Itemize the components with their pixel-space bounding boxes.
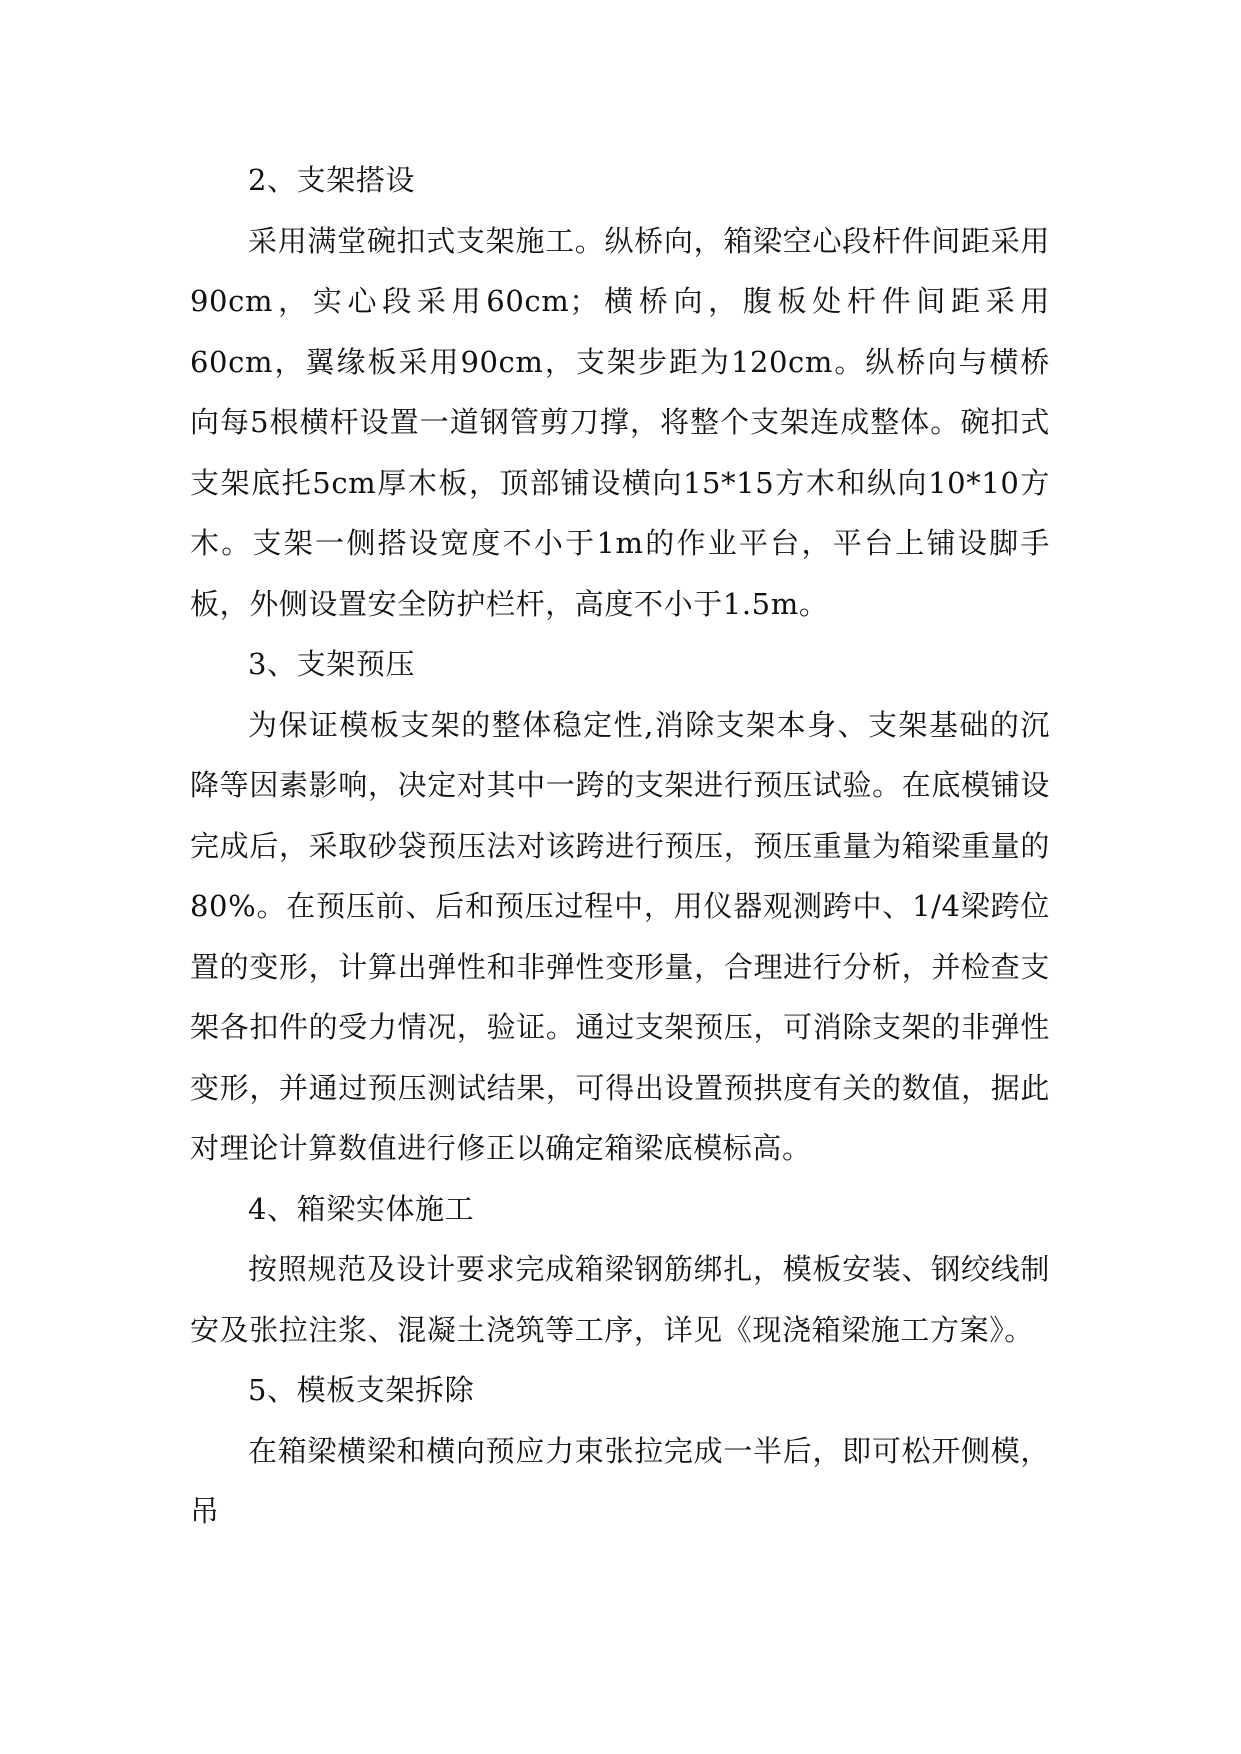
document-body xyxy=(190,150,1050,1542)
section-heading-3: 3、支架预压 xyxy=(248,647,416,681)
section-body-2: 采用满堂碗扣式支架施工。纵桥向，箱梁空心段杆件间距采用90cm，实心段采用60cm；横桥向，腹板处杆件间距采用60cm，翼缘板采用90cm，支架步距为120cm。纵桥向与横桥向每5根横杆设置一道钢管剪刀撑，将整个支架连成整体。碗扣式支架底托5cm厚木板，顶部铺设横向15*15方木和纵向10*10方木。支架一侧搭设宽度不小于1m的作业平台，平台上铺设脚手板，外侧设置安全防护栏杆，高度不小于1.5m。 xyxy=(190,223,1050,621)
section-heading-5: 5、模板支架拆除 xyxy=(248,1373,475,1407)
section-body-3: 为保证模板支架的整体稳定性,消除支架本身、支架基础的沉降等因素影响，决定对其中一跨的支架进行预压试验。在底模铺设完成后，采取砂袋预压法对该跨进行预压，预压重量为箱梁重量的80%。在预压前、后和预压过程中，用仪器观测跨中、1/4梁跨位置的变形，计算出弹性和非弹性变形量，合理进行分析，并检查支架各扣件的受力情况，验证。通过支架预压，可消除支架的非弹性变形，并通过预压测试结果，可得出设置预拱度有关的数值，据此对理论计算数值进行修正以确定箱梁底模标高。 xyxy=(190,707,1050,1165)
section-body-5: 在箱梁横梁和横向预应力束张拉完成一半后，即可松开侧模，吊 xyxy=(190,1433,1050,1528)
section-heading-2: 2、支架搭设 xyxy=(248,163,416,197)
section-body-4: 按照规范及设计要求完成箱梁钢筋绑扎，模板安装、钢绞线制安及张拉注浆、混凝土浇筑等工序，详见《现浇箱梁施工方案》。 xyxy=(190,1252,1050,1347)
section-heading-4: 4、箱梁实体施工 xyxy=(248,1191,475,1226)
